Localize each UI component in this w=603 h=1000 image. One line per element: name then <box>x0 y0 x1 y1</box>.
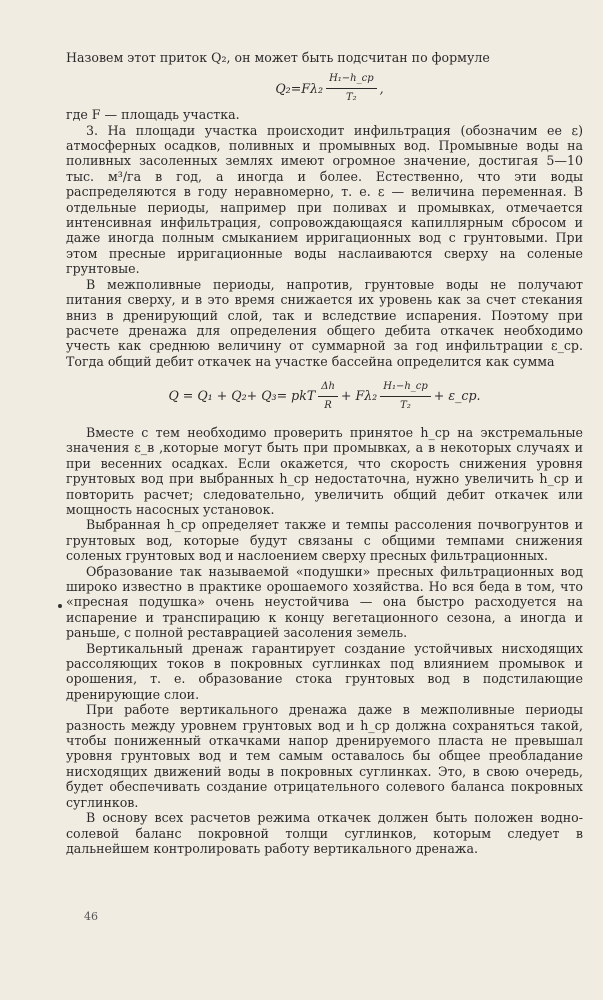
paragraph-10: В основу всех расчетов режима откачек должен быть положен водно-солевой баланс покровной толщи суглинков, которым следует в дальнейшем контролировать работу вертикального дренажа. <box>66 810 583 856</box>
formula-total-frac2-num: H₁−h_ср <box>380 379 431 396</box>
paragraph-3: 3. На площади участка происходит инфильтрация (обозначим ее ε) атмосферных осадков, поливных и промывных вод. Промывные воды на поливных засоленных землях имеют огромное значение, достигая 5—10 тыс. м³/га в год, а иногда и более. Естественно, что эти воды распределяются в году неравномерно, т. е. ε — величина переменная. В отдельные периоды, например при поливах и промывках, отмечается интенсивная инфильтрация, сопровождающаяся капиллярным сбросом и даже иногда полным смыканием ирригационных вод с грунтовыми. При этом пресные ирригационные воды наслаиваются сверху на соленые грунтовые. <box>66 122 583 277</box>
formula-q2-fraction <box>326 71 377 105</box>
formula-q2-lhs: Q₂=Fλ₂ <box>275 80 324 96</box>
formula-q2-trail: , <box>379 80 384 96</box>
formula-total-frac2-den: T₂ <box>400 399 411 411</box>
margin-dot-mark <box>58 604 62 608</box>
formula-total-tail: + ε_ср. <box>433 388 481 404</box>
paragraph-4: В межполивные периоды, напротив, грунтовые воды не получают питания сверху, и в это время снижается их уровень как за счет стекания вниз в дренирующий слой, так и вследствие испарения. Поэтому при расчете дренажа для определения общего дебита откачек необходимо учесть как среднюю величину от суммарной за год инфильтрации ε_ср. Тогда общий дебит откачек на участке бассейна определится как сумма <box>66 276 583 369</box>
formula-total <box>66 379 583 413</box>
formula-total-fraction-1 <box>318 379 338 413</box>
formula-total-fraction-2 <box>380 379 431 413</box>
formula-total-frac1-num: Δh <box>318 379 338 396</box>
intro-line: Назовем этот приток Q₂, он может быть подсчитан по формуле <box>66 50 490 65</box>
formula-total-lhs: Q = Q₁ + Q₂+ Q₃= pkT <box>168 388 316 404</box>
formula-q2-denominator: T₂ <box>346 91 357 103</box>
where-line: где F — площадь участка. <box>66 107 240 123</box>
formula-q2-numerator: H₁−h_ср <box>326 71 377 88</box>
paragraph-8: Вертикальный дренаж гарантирует создание устойчивых нисходящих рассоляющих токов в покровных суглинках под влиянием промывок и орошения, т. е. образование стока грунтовых вод в подстилающие дренирующие слои. <box>66 640 583 702</box>
formula-total-mid: + Fλ₂ <box>340 388 378 404</box>
paragraph-7: Образование так называемой «подушки» пресных фильтрационных вод широко известно в практике орошаемого хозяйства. Но вся беда в том, что «пресная подушка» очень неустойчива — она быстро расходуется на испарение и транспирацию к концу вегетационного сезона, а иногда и раньше, с полной реставрацией засоления земель. <box>66 563 583 641</box>
formula-total-frac1-den: R <box>324 399 332 411</box>
formula-q2 <box>66 71 583 105</box>
page-text <box>66 50 583 856</box>
page-number: 46 <box>84 910 98 923</box>
paragraph-6: Выбранная h_ср определяет также и темпы рассоления почвогрунтов и грунтовых вод, которые будут связаны с общими темпами снижения соленых грунтовых вод и наслоением сверху пресных фильтрационных. <box>66 517 583 564</box>
paragraph-5: Вместе с тем необходимо проверить принятое h_ср на экстремальные значения ε_в ,которые могут быть при промывках, а в некоторых случаях и при весенних осадках. Если окажется, что скорость снижения уровня грунтовых вод при выбранных h_ср недостаточна, нужно увеличить h_ср и повторить расчет; следовательно, увеличить общий дебит откачек или мощность насосных установок. <box>66 424 583 517</box>
paragraph-9: При работе вертикального дренажа даже в межполивные периоды разность между уровнем грунтовых вод и h_ср должна сохраняться такой, чтобы пониженный откачками напор дренируемого пласта не превышал уровня грунтовых вод и тем самым оставалось бы общее преобладание нисходящих движений воды в покровных суглинках. Это, в свою очередь, будет обеспечивать создание отрицательного солевого баланса покровных суглинков. <box>66 702 583 810</box>
